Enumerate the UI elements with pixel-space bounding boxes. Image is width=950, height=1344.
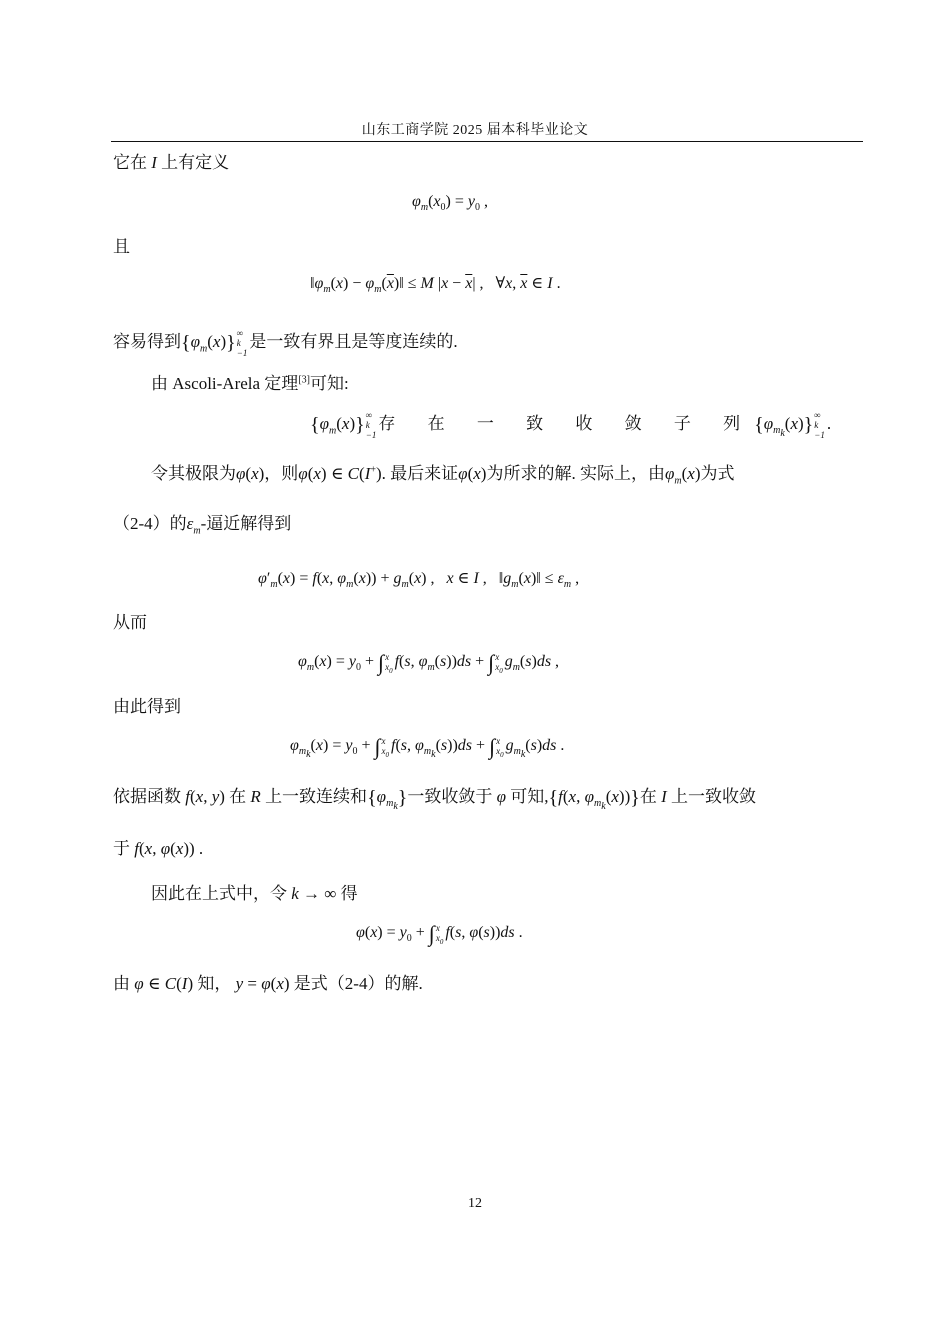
paragraph-approximate-solution: （2-4）的$\varepsilon_m-$逼近解得到	[113, 514, 292, 537]
equation-subsequence-integral: $\varphi_{m_k}(x) = y_0$ + ∫ x $x_0$ f(s, $\varphi_{m_k}(s))ds$ + ∫ x $x_0$ $g_{m_k}(s)ds$ .	[290, 734, 565, 761]
paragraph-uniform-convergence: 依据函数 f(x, y) 在 R 上一致连续和$\{\varphi_{m_k}\}$一致收敛于 φ 可知,{f(x, $\varphi_{m_k}(x)$)}在 I 上一致收敛	[113, 787, 757, 813]
paragraph-and: 且	[113, 237, 130, 256]
paragraph-defined-on-I: 它在 I 上有定义	[113, 153, 230, 172]
equation-convergent-subsequence: $\{\varphi_m(x)\}$ ∞ k −1 存 在 一 致 收 敛 子 列$\{\varphi_{m_k}(x)\}$ ∞ k −1 .	[310, 410, 832, 440]
paragraph-limit: 令其极限为φ(x)，则φ(x) ∈ C(I+). 最后来证φ(x)为所求的解. 实际上，由$\varphi_m(x)$为式	[151, 464, 735, 487]
paragraph-hence: 从而	[113, 613, 147, 632]
page-header: 山东工商学院 2025 届本科毕业论文	[361, 123, 589, 138]
header-rule	[111, 141, 863, 142]
paragraph-thus-obtain: 由此得到	[113, 697, 181, 716]
equation-lipschitz-bound: $‖\varphi_m(x)$ − $\varphi_m(\overline{x})‖ \le M$ $|x - \overline{x}|$ , ∀x, $\overline{x}$ ∈ I .	[310, 275, 561, 296]
paragraph-conclusion: 由 φ ∈ C(I) 知， y = φ(x) 是式（2-4）的解.	[113, 974, 423, 993]
page-number: 12	[468, 1196, 482, 1211]
equation-final-solution: $\varphi(x) = y_0$ + ∫ x $x_0$ f(s, φ(s))ds .	[356, 921, 523, 947]
paragraph-ascoli-arela: 由 Ascoli-Arela 定理[3]可知:	[151, 374, 349, 393]
equation-initial-condition: $\varphi_m(x_0) = y_0$ ,	[412, 193, 488, 214]
paragraph-equicontinuous: 容易得到$\{\varphi_m(x)\}$ ∞ k −1 是一致有界且是等度连续的.	[113, 328, 458, 358]
equation-integral-form: $\varphi_m(x) = y_0$ + ∫ x $x_0$ f(s, $\varphi_m(s))ds$ + ∫ x $x_0$ $g_m(s)ds$ ,	[298, 650, 560, 676]
paragraph-to-limit: 于 f(x, φ(x)) .	[113, 839, 204, 858]
paragraph-take-limit: 因此在上式中，令 k → ∞ 得	[151, 884, 358, 903]
equation-derivative: $\varphi'_m(x) = f(x$, $\varphi_m(x)) + g_m(x)$ , x ∈ I , $‖g_m(x)‖ \le \varepsilon_m$ ,	[258, 570, 580, 591]
